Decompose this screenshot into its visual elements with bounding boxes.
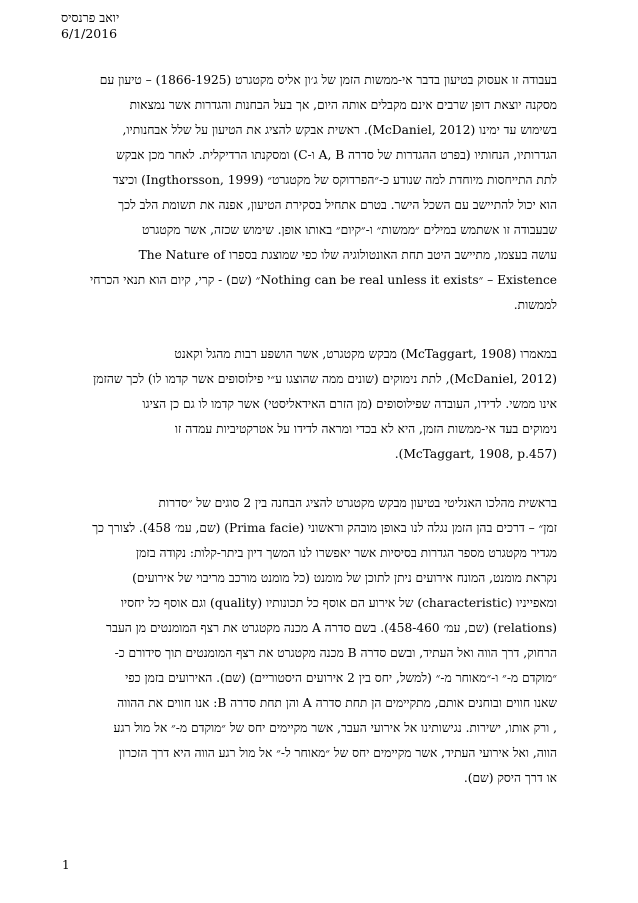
text-line: מגדיר מקטגרט מספר הגדרות בסיסיות אשר יאפשרו לנו המשך דיון ביתר-קלות: נקודה בזמן: [136, 546, 557, 560]
text-line: עושה בעצמו, מתיישב היטב תחת האונטולוגיה שלו כפי שמוצגת בספרו The Nature of: [138, 248, 557, 262]
text-line: שבעבודה זו אשתמש במילים ״ממשות״ ו-״קיום״ באותו אופן. שימוש שכזה, אשר מקטגרט: [142, 223, 557, 237]
author-name: יואב פרנסיס: [61, 10, 120, 25]
document-body: [82, 68, 557, 791]
text-line: בראשית מהלכו האנליטי בטיעון מבקש מקטגרט להציג הבחנה בין 2 סוגים של ״סדרות: [158, 496, 557, 510]
text-line: הוא יכול להתיישב עם השכל הישר. בטרם אתחיל בסקירת הטיעון, אפנה את תשומת הלב לכך: [118, 198, 557, 212]
paragraph-1: [82, 68, 557, 318]
text-line: , ורק אותו, ישירות. נגישותינו אל אירועי העבר, אשר מקיימים יחס של ״מוקדם מ-״ אל מול רגע: [113, 721, 557, 735]
text-line: הרחוק, דרך הווה ואל העתיד, ובשם סדרה B מכנה מקטגרט את רצף המומנטים תוך סידורם כ-: [114, 646, 557, 660]
paragraph-gap: [82, 318, 557, 342]
text-line: שאנו חווים ובוחנים אותם, מתקיימים הן תחת סדרה A והן תחת סדרה B: אנו חווים את ההווה: [117, 696, 557, 710]
page-number: 1: [62, 858, 70, 872]
document-date: 6/1/2016: [61, 26, 118, 41]
text-line: נימוקים בעד אי-ממשות הזמן, היא לא בכדי ומראה לדידו על אטרקטיביות עמדה זו: [174, 422, 557, 436]
text-line: בעבודה זו אעסוק בטיעון בדבר אי-ממשות הזמן של ג׳ון אליס מקטגרט (1866-1925) – טיעון עם: [99, 73, 557, 87]
document-header: [61, 10, 301, 42]
text-line: ״מוקדם מ-״ ו-״מאוחר מ-״ (למשל, יחס בין 2 אירועים היסטוריים) (שם). האירועים בזמן כפי: [125, 671, 557, 685]
text-line: מסקנה יוצאת דופן שרבים אינם מקבלים אותה היום, אך בעל הבחנות והגדרות אשר נמצאות: [129, 98, 557, 112]
text-line: לממשות.: [513, 298, 557, 312]
text-line: (McTaggart, 1908, p.457).: [394, 447, 557, 461]
text-line: זמן״ – דרכים בהן הזמן נגלה לנו באופן מובהק וראשוני (Prima facie) (שם, עמ׳ 458). לצורך כך: [92, 521, 557, 535]
text-line: במאמרו (McTaggart, 1908) מבקש מקטגרט, אשר הושפע רבות מהגל וקאנט: [174, 347, 557, 361]
paragraph-2: [82, 342, 557, 467]
text-line: נקראת מומנט, המונח אירועים ניתן לתוכן של מומנט (כל מומנט מורכב מריבוי של אירועים): [132, 571, 557, 585]
text-line: לתת התייחסות מיוחדת למה שנודע כ-״הפרדוקס של מקטגרט״ (Ingthorsson, 1999) וכיצד: [112, 173, 557, 187]
text-line: (McDaniel, 2012), לתת נימוקים (שונים ממה שהוצגו ע״י פילוסופים אשר קדמו לו) לכך שהזמן: [93, 372, 557, 386]
text-line: Existence – ״Nothing can be real unless it exists״ (שם) - קרי, קיום הוא תנאי הכרחי: [90, 273, 557, 287]
text-line: אינו ממשי. לדידו, העובדה שפילוסופים (מן הזרם האידאליסטי) אשר קדמו לו גם כן הציגו: [142, 397, 557, 411]
text-line: ומאפייניו (characteristic) של אירוע הם אוסף כל תכונותיו (quality) וגם אוסף כל יחסיו: [120, 596, 557, 610]
paragraph-gap: [82, 467, 557, 491]
text-line: הווה, ואל אירועי העתיד, אשר מקיימים יחס של ״מאוחר ל-״ אל מול רגע הווה היא דרך הזכרון: [118, 746, 557, 760]
text-line: בשימוש עד ימינו (McDaniel, 2012). ראשית אבקש להציג את הטיעון על שלל אבחנותיו,: [122, 123, 557, 137]
paragraph-3: [82, 491, 557, 791]
text-line: הגדרותיו, הנחותיו (בפרט ההגדרות של סדרה A, B ו-C) ומסקנתו הרדיקלית. לאחר מכן אבקש: [116, 148, 557, 162]
text-line: (relations) (שם, עמ׳ 458-460). בשם סדרה A מכנה מקטגרט את רצף המומנטים מן העבר: [105, 621, 557, 635]
text-line: או דרך היסק (שם).: [463, 771, 557, 785]
